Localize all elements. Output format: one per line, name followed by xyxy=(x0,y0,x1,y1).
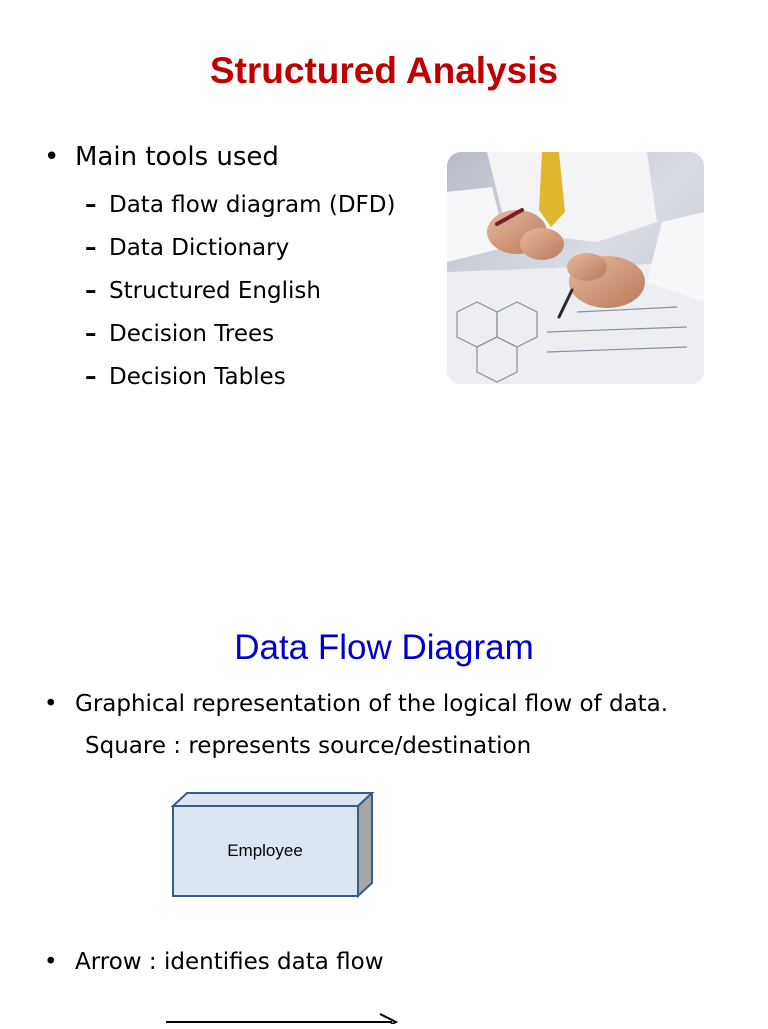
sub-item-label: Decision Tables xyxy=(109,364,286,390)
dash-glyph: – xyxy=(85,364,97,390)
bullet-graphical-representation xyxy=(44,691,668,717)
business-hands-photo xyxy=(447,152,704,384)
dash-glyph: – xyxy=(85,235,97,261)
data-flow-arrow xyxy=(160,1008,410,1024)
arrow-icon xyxy=(160,1008,410,1024)
dash-glyph: – xyxy=(85,321,97,347)
square-description: Square : represents source/destination xyxy=(85,733,532,759)
dash-glyph: – xyxy=(85,278,97,304)
sub-item-label: Data flow diagram (DFD) xyxy=(109,192,396,218)
source-destination-box xyxy=(170,792,375,900)
slide-title-data-flow-diagram: Data Flow Diagram xyxy=(234,628,534,667)
bullet-text: Graphical representation of the logical flow of data. xyxy=(75,691,669,717)
bullet-dot: • xyxy=(44,949,58,975)
sub-item-decision-tables xyxy=(85,362,395,405)
sub-item-label: Decision Trees xyxy=(109,321,275,347)
bullet-text: Arrow : identifies data flow xyxy=(75,949,384,975)
bullet-arrow-data-flow xyxy=(44,949,384,975)
bullet-main-tools xyxy=(44,142,279,172)
tools-sub-list xyxy=(85,190,395,405)
sub-item-dfd xyxy=(85,190,395,233)
bullet-dot: • xyxy=(44,142,60,172)
dash-glyph: – xyxy=(85,192,97,218)
sub-item-data-dictionary xyxy=(85,233,395,276)
photo-illustration xyxy=(447,152,704,384)
slide-title-structured-analysis: Structured Analysis xyxy=(209,50,559,91)
box-label-employee: Employee xyxy=(227,841,303,860)
bullet-text: Main tools used xyxy=(75,142,279,172)
sub-item-label: Data Dictionary xyxy=(109,235,290,261)
bullet-dot: • xyxy=(44,691,58,717)
sub-item-decision-trees xyxy=(85,319,395,362)
sub-item-structured-english xyxy=(85,276,395,319)
sub-item-label: Structured English xyxy=(109,278,321,304)
